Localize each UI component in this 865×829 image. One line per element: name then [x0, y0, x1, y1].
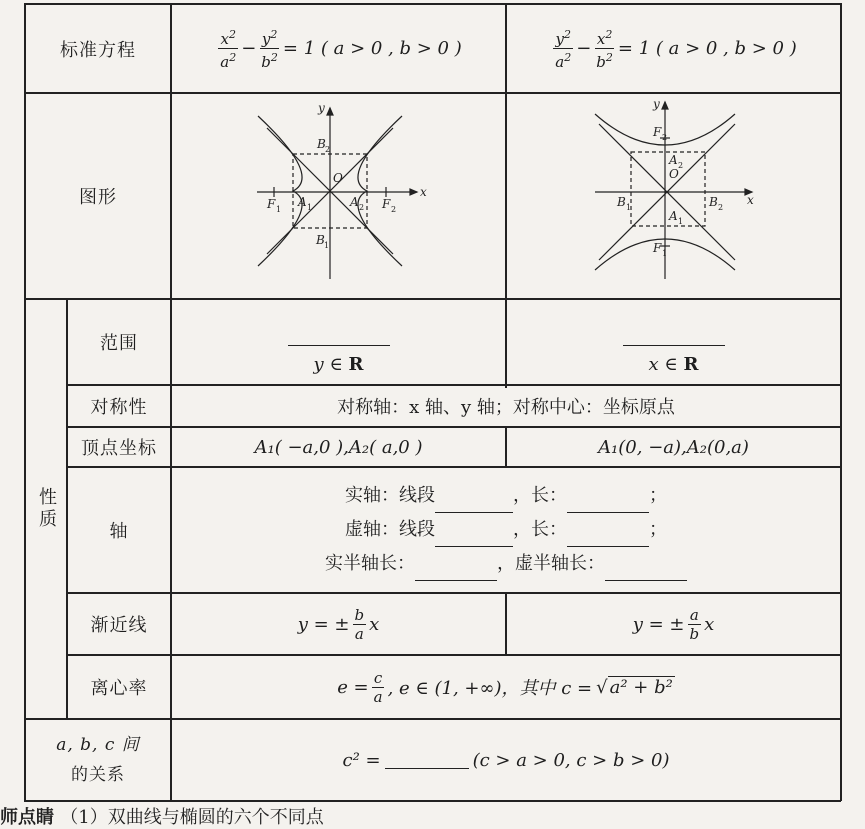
focus-f1-label: F — [653, 241, 662, 255]
fraction-x2-a2: $\frac{x^2}{a^2}$ — [220, 28, 237, 71]
real-axis-line — [345, 479, 667, 513]
standard-equation-vertical: $\frac{y^2}{a^2}$ − $\frac{x^2}{b^2}$ = 1 ( a > 0 , b > 0 ) — [555, 28, 797, 71]
y-axis-label: y — [318, 101, 325, 115]
asymptote-left-value — [172, 594, 505, 654]
table-border-bottom — [24, 800, 841, 802]
focus-f1-label: F — [267, 197, 276, 211]
graph-label: 图形 — [79, 187, 117, 208]
subscript: 1 — [662, 249, 668, 258]
subscript: 1 — [307, 203, 313, 212]
real-axis-prefix: 实轴：线段 — [345, 485, 435, 506]
y-axis-arrow — [662, 102, 668, 109]
vertex-a1-label: A — [298, 195, 307, 209]
standard-equation-horizontal: $\frac{x^2}{a^2}$ − $\frac{y^2}{b^2}$ = 1 ( a > 0 , b > 0 ) — [220, 28, 462, 71]
eccentricity-prefix: e = — [337, 676, 369, 698]
fraction-y2-b2: $\frac{y^2}{b^2}$ — [261, 28, 278, 71]
equation-condition: = 1 ( a > 0 , b > 0 ) — [617, 38, 797, 59]
fraction-c-a: $\frac{c}{a}$ — [373, 668, 383, 706]
y-axis-arrow — [327, 108, 333, 115]
imaginary-axis-length-label: ，长： — [513, 519, 567, 540]
fraction-b-a: $\frac{b}{a}$ — [354, 605, 365, 643]
punctuation: ； — [649, 519, 667, 540]
sqrt-radicand: a² + b² — [609, 677, 673, 698]
footer-hint-title: 师点睛 — [0, 807, 54, 828]
origin-label: O — [333, 171, 343, 185]
range-right-cell — [507, 300, 840, 384]
relation-value — [172, 720, 840, 800]
vertex-b2-label: B — [709, 195, 718, 209]
subscript: 2 — [662, 133, 668, 142]
properties-side-label — [26, 300, 66, 718]
vertex-b2-label: B — [317, 137, 326, 151]
table-border-right — [840, 3, 842, 801]
vertices-label: 顶点坐标 — [81, 438, 157, 459]
x-axis-label: x — [747, 193, 754, 207]
imaginary-axis-length-blank — [567, 530, 649, 547]
vertex-b1-label: B — [617, 195, 626, 209]
subscript: 2 — [718, 203, 724, 212]
subscript: 2 — [325, 145, 331, 154]
hyperbola-left-branch — [258, 116, 302, 266]
real-axis-length-blank — [567, 496, 649, 513]
focus-f2-label: F — [382, 197, 391, 211]
asymptote-suffix: x — [704, 613, 715, 635]
imaginary-axis-prefix: 虚轴：线段 — [345, 519, 435, 540]
semi-imaginary-axis-label: ，虚半轴长： — [497, 553, 605, 574]
real-axis-length-label: ，长： — [513, 485, 567, 506]
imaginary-axis-line — [345, 513, 667, 547]
range-blank — [288, 309, 390, 346]
real-set: R — [348, 354, 364, 375]
asymptote-right-value — [507, 594, 840, 654]
axis-label: 轴 — [109, 521, 129, 542]
subscript: 2 — [678, 161, 684, 170]
semi-real-axis-blank — [415, 564, 497, 581]
fraction-y2-a2: $\frac{y^2}{a^2}$ — [555, 28, 572, 71]
equation-condition: = 1 ( a > 0 , b > 0 ) — [282, 38, 462, 59]
subscript: 1 — [324, 241, 330, 250]
real-set: R — [683, 354, 699, 375]
horizontal-hyperbola-graph — [172, 94, 505, 298]
symmetry-label: 对称性 — [90, 397, 148, 418]
footer-hint — [0, 803, 324, 829]
vertices-left-value: A₁( −a,0 ),A₂( a,0 ) — [254, 436, 423, 458]
auxiliary-rectangle — [631, 152, 705, 226]
relation-blank — [385, 752, 469, 769]
properties-side-label-text: 性质 — [36, 487, 57, 531]
vertex-a2-label: A — [350, 195, 359, 209]
relation-label-line2: 的关系 — [71, 765, 125, 785]
eccentricity-range: , e ∈ (1, +∞)，其中 c = — [387, 678, 593, 699]
hyperbola-right-branch — [358, 116, 402, 266]
vertical-hyperbola-graph — [507, 94, 840, 298]
fraction-a-b: $\frac{a}{b}$ — [689, 605, 700, 643]
real-axis-segment-blank — [435, 496, 513, 513]
y-axis-label: y — [653, 97, 660, 111]
subscript: 1 — [276, 205, 282, 214]
sqrt-sign: √ — [596, 676, 608, 698]
asymptote-label: 渐近线 — [90, 615, 148, 636]
range-right-value: x ∈ — [648, 354, 684, 375]
vertex-a2-label: A — [669, 153, 678, 167]
range-label: 范围 — [100, 333, 138, 354]
relation-label — [26, 720, 170, 800]
vertices-right-value: A₁(0, −a),A₂(0,a) — [598, 436, 749, 458]
asymptote-prefix: y = ± — [632, 613, 685, 635]
relation-condition: (c > a > 0, c > b > 0) — [472, 749, 670, 771]
x-axis-arrow — [410, 189, 417, 195]
relation-label-line1: a, b, c 间 — [56, 735, 140, 755]
semi-axis-line — [325, 547, 687, 581]
axis-content — [172, 468, 840, 592]
range-blank — [623, 309, 725, 346]
eccentricity-label: 离心率 — [90, 678, 148, 699]
footer-hint-text: （1）双曲线与椭圆的六个不同点 — [60, 807, 324, 828]
range-left-value: y ∈ — [313, 354, 349, 375]
subscript: 2 — [359, 203, 365, 212]
symmetry-value: 对称轴：x 轴、y 轴；对称中心：坐标原点 — [337, 397, 675, 418]
origin-label: O — [669, 167, 679, 181]
focus-f2-label: F — [653, 125, 662, 139]
subscript: 1 — [678, 217, 684, 226]
x-axis-label: x — [420, 185, 427, 199]
fraction-x2-b2: $\frac{x^2}{b^2}$ — [596, 28, 613, 71]
relation-prefix: c² = — [342, 749, 381, 771]
subscript: 2 — [391, 205, 397, 214]
vertex-a1-label: A — [669, 209, 678, 223]
asymptote-suffix: x — [369, 613, 380, 635]
vertex-b1-label: B — [316, 233, 325, 247]
subscript: 1 — [626, 203, 632, 212]
standard-equation-label: 标准方程 — [60, 39, 136, 61]
asymptote-prefix: y = ± — [297, 613, 350, 635]
semi-imaginary-axis-blank — [605, 564, 687, 581]
range-left-cell — [172, 300, 505, 384]
punctuation: ； — [649, 485, 667, 506]
semi-real-axis-label: 实半轴长： — [325, 553, 415, 574]
eccentricity-value — [172, 656, 840, 718]
imaginary-axis-segment-blank — [435, 530, 513, 547]
